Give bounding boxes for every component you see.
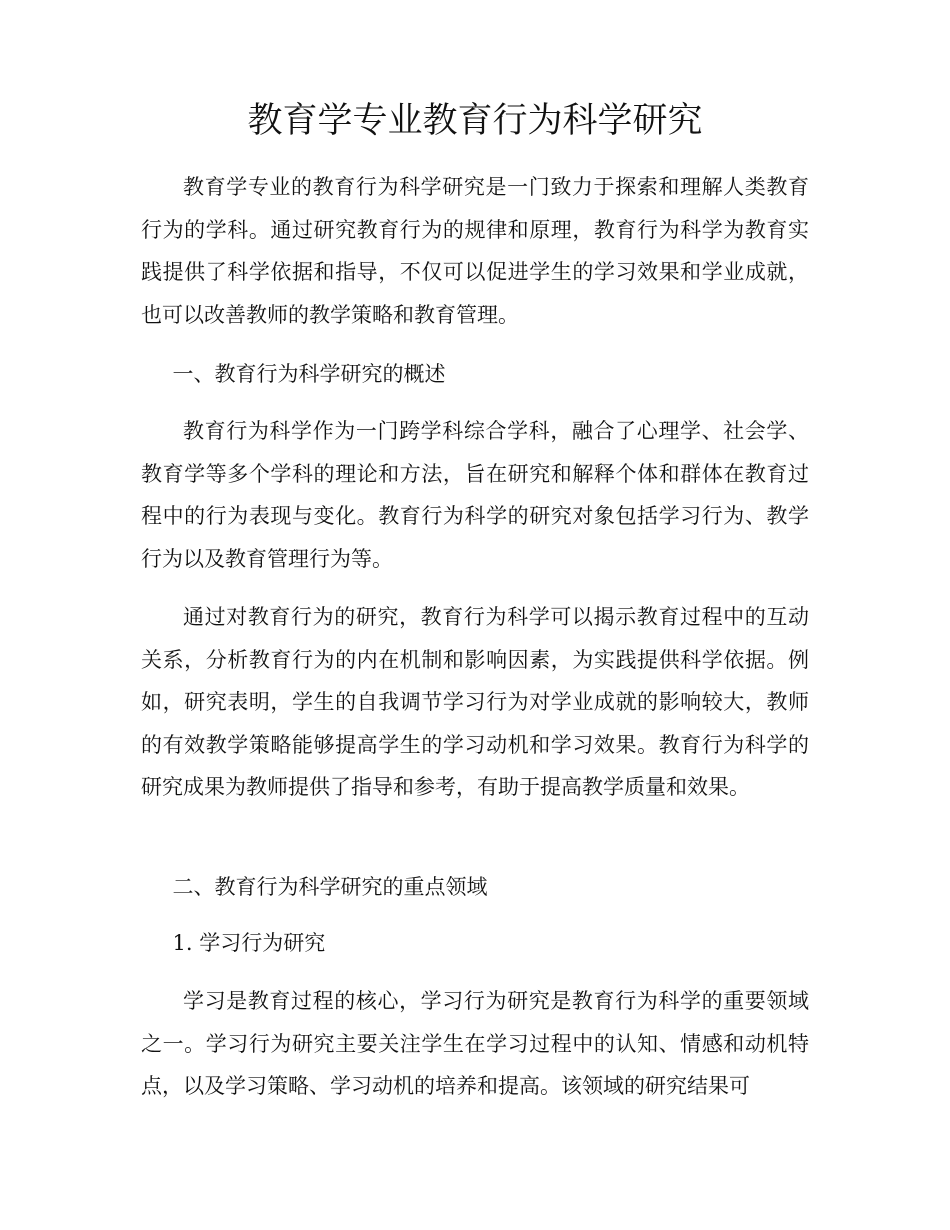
paragraph-learning-behavior: 学习是教育过程的核心，学习行为研究是教育行为科学的重要领域之一。学习行为研究主要关注学生在学习过程中的认知、情感和动机特点，以及学习策略、学习动机的培养和提高。该领域的研究结果可 [141,989,809,1098]
subsection-heading-learning: 1. 学习行为研究 [172,931,326,955]
paragraph-research-value: 通过对教育行为的研究，教育行为科学可以揭示教育过程中的互动关系，分析教育行为的内在机制和影响因素，为实践提供科学依据。例如，研究表明，学生的自我调节学习行为对学业成就的影响较大，教师的有效教学策略能够提高学生的学习动机和学习效果。教育行为科学的研究成果为教师提供了指导和参考，有助于提高教学质量和效果。 [141,605,809,799]
paragraph-overview: 教育行为科学作为一门跨学科综合学科，融合了心理学、社会学、教育学等多个学科的理论和方法，旨在研究和解释个体和群体在教育过程中的行为表现与变化。教育行为科学的研究对象包括学习行为、教学行为以及教育管理行为等。 [141,419,809,571]
document-title: 教育学专业教育行为科学研究 [247,101,703,141]
section-heading-2: 二、教育行为科学研究的重点领域 [172,875,488,899]
paragraph-intro: 教育学专业的教育行为科学研究是一门致力于探索和理解人类教育行为的学科。通过研究教育行为的规律和原理，教育行为科学为教育实践提供了科学依据和指导，不仅可以促进学生的学习效果和学业成就，也可以改善教师的教学策略和教育管理。 [141,175,809,327]
section-heading-1: 一、教育行为科学研究的概述 [172,362,446,386]
